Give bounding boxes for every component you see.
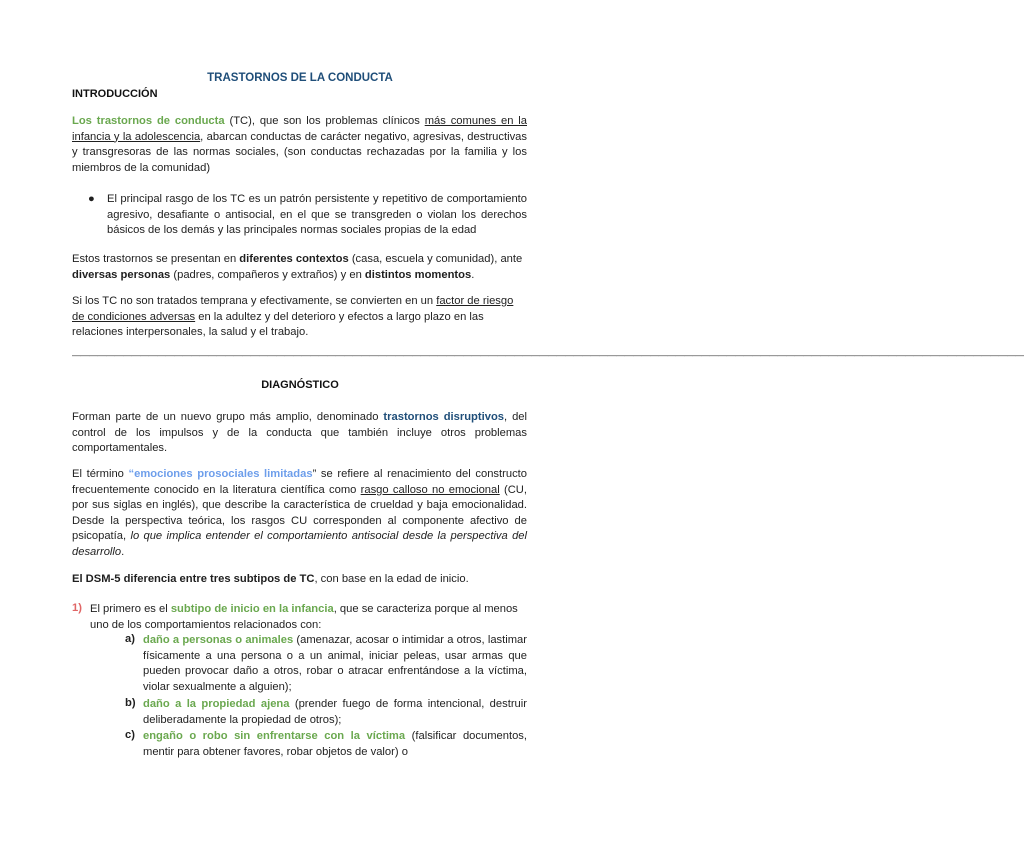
bullet-dot-icon: ●	[88, 193, 95, 205]
section-heading-introduccion: INTRODUCCIÓN	[72, 88, 158, 100]
list-item-1: El primero es el subtipo de inicio en la infancia, que se caracteriza porque al menos uno de los comportamientos relacionados con:	[90, 603, 518, 631]
section-separator: ————————————————————————————————————————————————————————————————————————————————————————————————————————————————	[72, 350, 1024, 360]
underlined-phrase: más comunes en la infancia y la adolescencia	[72, 115, 527, 143]
section-heading-diagnostico: DIAGNÓSTICO	[261, 379, 339, 391]
term-highlight: “emociones prosociales limitadas	[128, 468, 313, 480]
diag-paragraph-3: El DSM-5 diferencia entre tres subtipos de TC, con base en la edad de inicio.	[72, 573, 469, 585]
underlined-phrase: rasgo calloso no emocional	[360, 483, 500, 496]
term-highlight: Los trastornos de conducta	[72, 115, 225, 127]
term-highlight: engaño o robo sin enfrentarse con la víctima	[143, 730, 406, 742]
diag-paragraph-2: El término “emociones prosociales limitadas” se refiere al renacimiento del constructo frecuentemente conocido en la literatura científica como rasgo calloso no emocional (CU, por sus siglas en inglés), que describe la característica de crueldad y baja emocionalidad. Desde la perspectiva teórica, los rasgos CU corresponden al componente afectivo de psicopatía, lo que implica entender el comportamiento antisocial desde la perspectiva del desarrollo.	[72, 468, 528, 558]
sublist-letter: b)	[125, 697, 136, 709]
term-highlight: daño a la propiedad ajena	[143, 698, 290, 710]
diag-paragraph-1: Forman parte de un nuevo grupo más amplio, denominado trastornos disruptivos, del control de los impulsos y de la conducta que también incluye otros problemas comportamentales.	[72, 411, 528, 455]
list-number: 1)	[72, 602, 82, 614]
bullet-text: El principal rasgo de los TC es un patrón persistente y repetitivo de comportamiento agresivo, desafiante o antisocial, en el que se transgreden o violan los derechos básicos de los demás y las principales normas sociales propias de la edad	[107, 193, 527, 237]
term-highlight: trastornos disruptivos	[383, 411, 505, 423]
sublist-item-b: daño a la propiedad ajena (prender fuego de forma intencional, destruir deliberadamente la propiedad de otros);	[143, 698, 527, 726]
sublist-letter: c)	[125, 729, 135, 741]
term-highlight: daño a personas o animales	[143, 634, 294, 646]
underlined-phrase: factor de riesgo de condiciones adversas	[72, 295, 514, 323]
intro-paragraph-2: Estos trastornos se presentan en diferentes contextos (casa, escuela y comunidad), ante diversas personas (padres, compañeros y extraños) y en distintos momentos.	[72, 253, 523, 281]
intro-paragraph-3: Si los TC no son tratados temprana y efectivamente, se convierten en un factor de riesgo de condiciones adversas en la adultez y del deterioro y efectos a largo plazo en las relaciones interpersonales, la salud y el trabajo.	[72, 295, 514, 339]
sublist-item-c: engaño o robo sin enfrentarse con la víctima (falsificar documentos, mentir para obtener favores, robar objetos de valor) o	[143, 730, 527, 758]
term-highlight: subtipo de inicio en la infancia	[170, 603, 334, 615]
sublist-letter: a)	[125, 633, 135, 645]
document-title: TRASTORNOS DE LA CONDUCTA	[207, 72, 393, 84]
sublist-item-a: daño a personas o animales (amenazar, acosar o intimidar a otros, lastimar físicamente a una persona o a un animal, iniciar peleas, usar armas que pueden provocar daño a otros, robar o atracar enfrentándose a la víctima, violar sexualmente a alguien);	[143, 634, 527, 693]
intro-paragraph-1: Los trastornos de conducta (TC), que son los problemas clínicos más comunes en la infancia y la adolescencia, abarcan conductas de carácter negativo, agresivas, destructivas y transgresoras de las normas sociales, (son conductas rechazadas por la familia y los miembros de la comunidad)	[72, 115, 527, 174]
